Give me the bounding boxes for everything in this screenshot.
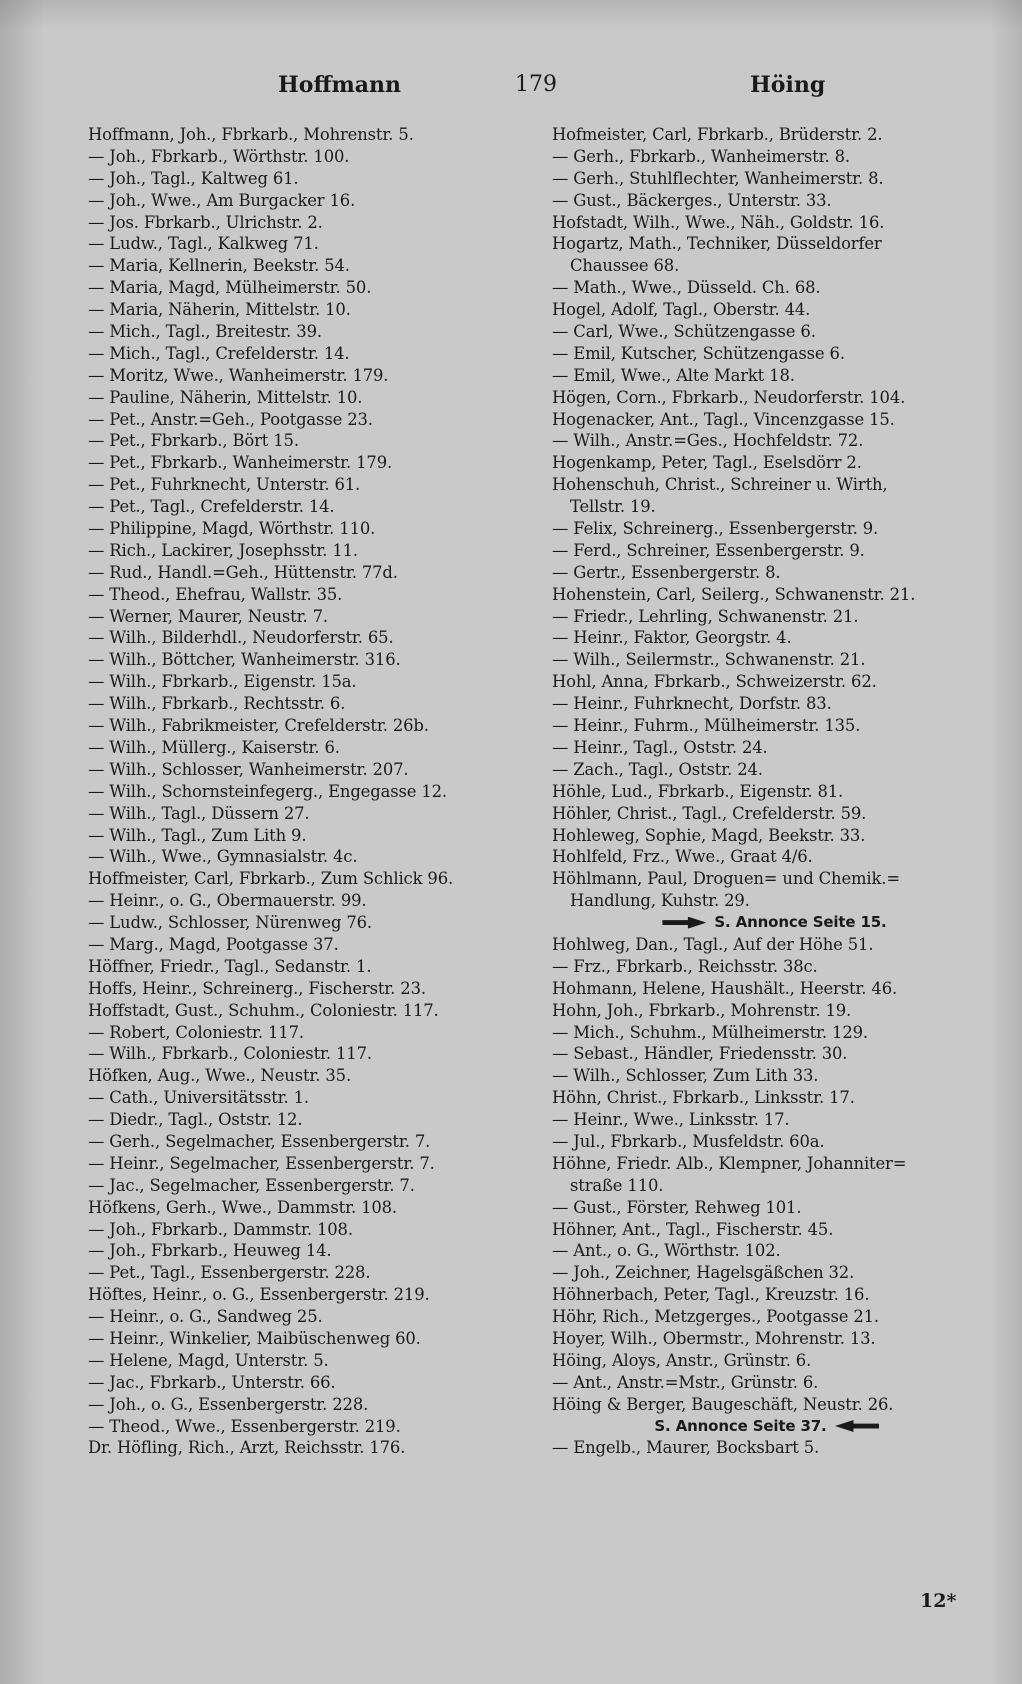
directory-entry: Hohenstein, Carl, Seilerg., Schwanenstr. 21.: [552, 584, 916, 604]
directory-entry: Höfkens, Gerh., Wwe., Dammstr. 108.: [88, 1197, 397, 1217]
directory-entry: — Heinr., Fuhrknecht, Dorfstr. 83.: [552, 694, 832, 714]
directory-entry: — Wilh., Schlosser, Zum Lith 33.: [552, 1066, 819, 1086]
entry-continuation: Chaussee 68.: [570, 256, 680, 276]
directory-entry: — Pet., Anstr.=Geh., Pootgasse 23.: [88, 409, 373, 429]
directory-entry: — Ant., o. G., Wörthstr. 102.: [552, 1241, 781, 1261]
directory-entry: Hohleweg, Sophie, Magd, Beekstr. 33.: [552, 825, 866, 845]
directory-entry: — Diedr., Tagl., Oststr. 12.: [88, 1110, 303, 1130]
directory-entry: — Joh., Fbrkarb., Heuweg 14.: [88, 1241, 332, 1261]
directory-entry: Höhr, Rich., Metzgerges., Pootgasse 21.: [552, 1307, 879, 1327]
directory-entry: — Gerh., Stuhlflechter, Wanheimerstr. 8.: [552, 168, 884, 188]
directory-entry: — Joh., Wwe., Am Burgacker 16.: [88, 190, 356, 210]
directory-entry: — Gust., Bäckerges., Unterstr. 33.: [552, 190, 832, 210]
directory-entry: Hohlweg, Dan., Tagl., Auf der Höhe 51.: [552, 934, 874, 954]
directory-entry: Höftes, Heinr., o. G., Essenbergerstr. 219.: [88, 1285, 430, 1305]
directory-entry: — Emil, Wwe., Alte Markt 18.: [552, 365, 795, 385]
directory-entry: — Wilh., Tagl., Zum Lith 9.: [88, 825, 307, 845]
directory-entry: — Theod., Wwe., Essenbergerstr. 219.: [88, 1416, 401, 1436]
directory-entry: — Maria, Kellnerin, Beekstr. 54.: [88, 256, 350, 276]
directory-entry: — Joh., o. G., Essenbergerstr. 228.: [88, 1394, 369, 1414]
directory-entry: — Heinr., Wwe., Linksstr. 17.: [552, 1110, 790, 1130]
left-column: [88, 124, 525, 1459]
directory-entry: — Wilh., Seilermstr., Schwanenstr. 21.: [552, 650, 866, 670]
directory-entry: — Wilh., Wwe., Gymnasialstr. 4c.: [88, 847, 358, 867]
directory-entry: Höhner, Ant., Tagl., Fischerstr. 45.: [552, 1219, 834, 1239]
directory-entry: Högen, Corn., Fbrkarb., Neudorferstr. 104.: [552, 387, 906, 407]
directory-entry: Hohenschuh, Christ., Schreiner u. Wirth,: [552, 475, 888, 495]
directory-entry: — Philippine, Magd, Wörthstr. 110.: [88, 519, 376, 539]
directory-entry: Hoffstadt, Gust., Schuhm., Coloniestr. 117.: [88, 1000, 439, 1020]
directory-entry: Hogenacker, Ant., Tagl., Vincenzgasse 15.: [552, 409, 895, 429]
directory-entry: Höffner, Friedr., Tagl., Sedanstr. 1.: [88, 956, 372, 976]
directory-entry: Höing & Berger, Baugeschäft, Neustr. 26.: [552, 1394, 894, 1414]
directory-entry: Hogel, Adolf, Tagl., Oberstr. 44.: [552, 300, 811, 320]
directory-entry: Höhn, Christ., Fbrkarb., Linksstr. 17.: [552, 1088, 855, 1108]
right-column: [552, 124, 989, 1459]
directory-entry: Höing, Aloys, Anstr., Grünstr. 6.: [552, 1350, 812, 1370]
directory-entry: — Pet., Tagl., Essenbergerstr. 228.: [88, 1263, 371, 1283]
directory-entry: — Wilh., Fbrkarb., Rechtsstr. 6.: [88, 694, 346, 714]
directory-entry: Höhnerbach, Peter, Tagl., Kreuzstr. 16.: [552, 1285, 870, 1305]
directory-entry: — Rud., Handl.=Geh., Hüttenstr. 77d.: [88, 562, 398, 582]
directory-entry: — Ant., Anstr.=Mstr., Grünstr. 6.: [552, 1372, 819, 1392]
directory-entry: — Wilh., Fabrikmeister, Crefelderstr. 26b.: [88, 716, 429, 736]
directory-entry: Höhle, Lud., Fbrkarb., Eigenstr. 81.: [552, 781, 844, 801]
directory-entry: — Wilh., Schlosser, Wanheimerstr. 207.: [88, 759, 409, 779]
directory-entry: — Heinr., Tagl., Oststr. 24.: [552, 737, 768, 757]
directory-entry: — Wilh., Tagl., Düssern 27.: [88, 803, 310, 823]
directory-entry: Hoffs, Heinr., Schreinerg., Fischerstr. 23.: [88, 978, 426, 998]
directory-entry: Hofstadt, Wilh., Wwe., Näh., Goldstr. 16.: [552, 212, 885, 232]
directory-entry: — Theod., Ehefrau, Wallstr. 35.: [88, 584, 343, 604]
header-left-keyword: Hoffmann: [278, 72, 402, 98]
directory-entry: Hofmeister, Carl, Fbrkarb., Brüderstr. 2.: [552, 125, 883, 144]
directory-entry: — Joh., Tagl., Kaltweg 61.: [88, 168, 299, 188]
directory-entry: — Carl, Wwe., Schützengasse 6.: [552, 322, 816, 342]
directory-entry: — Gerh., Segelmacher, Essenbergerstr. 7.: [88, 1131, 431, 1151]
directory-entry: — Wilh., Anstr.=Ges., Hochfeldstr. 72.: [552, 431, 864, 451]
directory-entry: Höhler, Christ., Tagl., Crefelderstr. 59.: [552, 803, 867, 823]
annonce-reference: S. Annonce Seite 37.: [552, 1416, 989, 1438]
directory-entry: — Jul., Fbrkarb., Musfeldstr. 60a.: [552, 1131, 825, 1151]
directory-entry: — Wilh., Schornsteinfegerg., Engegasse 12.: [88, 781, 447, 801]
directory-entry: — Wilh., Fbrkarb., Eigenstr. 15a.: [88, 672, 357, 692]
directory-entry: Hohl, Anna, Fbrkarb., Schweizerstr. 62.: [552, 672, 877, 692]
directory-entry: Höfken, Aug., Wwe., Neustr. 35.: [88, 1066, 352, 1086]
directory-entry: Hoffmann, Joh., Fbrkarb., Mohrenstr. 5.: [88, 125, 414, 144]
directory-entry: — Rich., Lackirer, Josephsstr. 11.: [88, 540, 358, 560]
directory-entry: — Wilh., Müllerg., Kaiserstr. 6.: [88, 737, 340, 757]
directory-entry: Hoffmeister, Carl, Fbrkarb., Zum Schlick 96.: [88, 869, 454, 889]
directory-entry: — Pet., Tagl., Crefelderstr. 14.: [88, 497, 335, 517]
directory-entry: — Engelb., Maurer, Bocksbart 5.: [552, 1438, 820, 1458]
directory-entry: — Helene, Magd, Unterstr. 5.: [88, 1350, 329, 1370]
directory-entry: — Felix, Schreinerg., Essenbergerstr. 9.: [552, 519, 879, 539]
directory-entry: — Heinr., o. G., Sandweg 25.: [88, 1307, 323, 1327]
header-right-keyword: Höing: [750, 72, 826, 98]
directory-entry: — Werner, Maurer, Neustr. 7.: [88, 606, 328, 626]
directory-entry: — Robert, Coloniestr. 117.: [88, 1022, 304, 1042]
directory-entry: Hohn, Joh., Fbrkarb., Mohrenstr. 19.: [552, 1000, 852, 1020]
directory-entry: — Jos. Fbrkarb., Ulrichstr. 2.: [88, 212, 323, 232]
directory-entry: Hogartz, Math., Techniker, Düsseldorfer: [552, 234, 882, 254]
directory-entry: — Wilh., Bilderhdl., Neudorferstr. 65.: [88, 628, 394, 648]
directory-entry: — Mich., Tagl., Breitestr. 39.: [88, 322, 322, 342]
directory-entry: — Gertr., Essenbergerstr. 8.: [552, 562, 781, 582]
directory-entry: — Mich., Schuhm., Mülheimerstr. 129.: [552, 1022, 868, 1042]
directory-entry: — Wilh., Böttcher, Wanheimerstr. 316.: [88, 650, 401, 670]
directory-entry: Hohmann, Helene, Haushält., Heerstr. 46.: [552, 978, 898, 998]
directory-entry: Höhne, Friedr. Alb., Klempner, Johanniter=: [552, 1153, 907, 1173]
directory-entry: — Math., Wwe., Düsseld. Ch. 68.: [552, 278, 821, 298]
directory-entry: — Heinr., o. G., Obermauerstr. 99.: [88, 891, 367, 911]
directory-entry: — Zach., Tagl., Oststr. 24.: [552, 759, 763, 779]
directory-entry: Hogenkamp, Peter, Tagl., Eselsdörr 2.: [552, 453, 862, 473]
directory-entry: — Pet., Fbrkarb., Wanheimerstr. 179.: [88, 453, 393, 473]
directory-entry: — Ferd., Schreiner, Essenbergerstr. 9.: [552, 540, 865, 560]
directory-entry: — Heinr., Winkelier, Maibüschenweg 60.: [88, 1328, 421, 1348]
annonce-reference: S. Annonce Seite 15.: [552, 912, 989, 934]
pointing-hand-icon: [662, 917, 706, 929]
directory-entry: — Maria, Näherin, Mittelstr. 10.: [88, 300, 351, 320]
directory-entry: Hoyer, Wilh., Obermstr., Mohrenstr. 13.: [552, 1328, 876, 1348]
directory-entry: — Jac., Segelmacher, Essenbergerstr. 7.: [88, 1175, 415, 1195]
directory-entry: — Heinr., Faktor, Georgstr. 4.: [552, 628, 792, 648]
directory-entry: — Frz., Fbrkarb., Reichsstr. 38c.: [552, 956, 818, 976]
directory-entry: — Pet., Fbrkarb., Bört 15.: [88, 431, 299, 451]
directory-entry: Dr. Höfling, Rich., Arzt, Reichsstr. 176.: [88, 1438, 406, 1458]
directory-entry: — Maria, Magd, Mülheimerstr. 50.: [88, 278, 372, 298]
signature-mark: 12*: [920, 1590, 957, 1612]
directory-entry: — Friedr., Lehrling, Schwanenstr. 21.: [552, 606, 859, 626]
directory-entry: — Pet., Fuhrknecht, Unterstr. 61.: [88, 475, 361, 495]
directory-entry: — Heinr., Fuhrm., Mülheimerstr. 135.: [552, 716, 861, 736]
directory-entry: — Joh., Fbrkarb., Wörthstr. 100.: [88, 146, 350, 166]
directory-entry: — Gerh., Fbrkarb., Wanheimerstr. 8.: [552, 146, 850, 166]
directory-entry: — Marg., Magd, Pootgasse 37.: [88, 934, 339, 954]
directory-entry: Höhlmann, Paul, Droguen= und Chemik.=: [552, 869, 900, 889]
page-number: 179: [515, 72, 557, 97]
directory-entry: — Cath., Universitätsstr. 1.: [88, 1088, 309, 1108]
directory-entry: — Emil, Kutscher, Schützengasse 6.: [552, 343, 845, 363]
entry-continuation: Tellstr. 19.: [570, 497, 656, 517]
directory-entry: — Mich., Tagl., Crefelderstr. 14.: [88, 343, 350, 363]
directory-entry: — Heinr., Segelmacher, Essenbergerstr. 7.: [88, 1153, 435, 1173]
directory-entry: — Pauline, Näherin, Mittelstr. 10.: [88, 387, 363, 407]
directory-entry: — Sebast., Händler, Friedensstr. 30.: [552, 1044, 848, 1064]
directory-entry: — Gust., Förster, Rehweg 101.: [552, 1197, 802, 1217]
entry-continuation: Handlung, Kuhstr. 29.: [570, 891, 750, 911]
directory-entry: — Jac., Fbrkarb., Unterstr. 66.: [88, 1372, 336, 1392]
page-header: [90, 72, 990, 112]
directory-entry: — Ludw., Tagl., Kalkweg 71.: [88, 234, 319, 254]
entry-continuation: straße 110.: [570, 1175, 664, 1195]
directory-entry: Hohlfeld, Frz., Wwe., Graat 4/6.: [552, 847, 813, 867]
pointing-hand-icon: [835, 1420, 879, 1432]
directory-entry: — Joh., Zeichner, Hagelsgäßchen 32.: [552, 1263, 855, 1283]
directory-entry: — Ludw., Schlosser, Nürenweg 76.: [88, 913, 372, 933]
directory-entry: — Joh., Fbrkarb., Dammstr. 108.: [88, 1219, 353, 1239]
directory-entry: — Wilh., Fbrkarb., Coloniestr. 117.: [88, 1044, 372, 1064]
directory-entry: — Moritz, Wwe., Wanheimerstr. 179.: [88, 365, 389, 385]
